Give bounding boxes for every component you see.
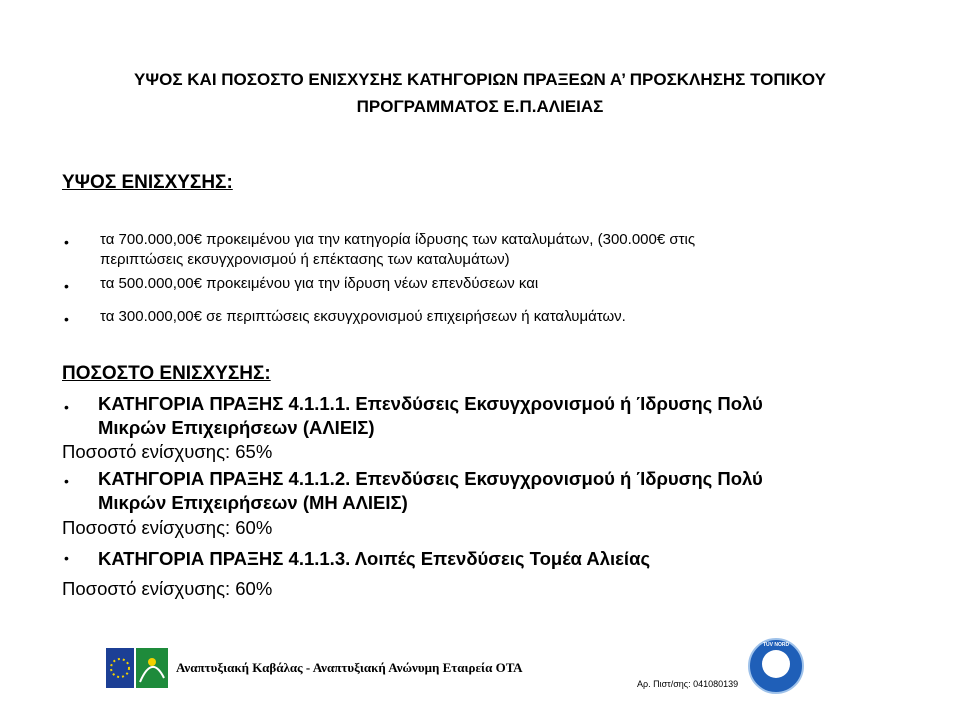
category-2-line-1: ΚΑΤΗΓΟΡΙΑ ΠΡΑΞΗΣ 4.1.1.2. Επενδύσεις Εκσυγχρονισμού ή Ίδρυσης Πολύ [98, 468, 763, 489]
category-1-rate: Ποσοστό ενίσχυσης: 65% [62, 441, 273, 462]
eu-leader-logo-icon [106, 648, 168, 688]
bullet-icon: • [64, 234, 69, 250]
category-1-line-2: Μικρών Επιχειρήσεων (ΑΛΙΕΙΣ) [98, 417, 375, 438]
title-line-2: ΠΡΟΓΡΑΜΜΑΤΟΣ Ε.Π.ΑΛΙΕΙΑΣ [356, 97, 604, 116]
bullet-icon: • [64, 311, 69, 327]
footer-company: Αναπτυξιακή Καβάλας - Αναπτυξιακή Ανώνυμη Εταιρεία ΟΤΑ [176, 660, 523, 675]
amount-item-3: τα 300.000,00€ σε περιπτώσεις εκσυγχρονισμού επιχειρήσεων ή καταλυμάτων. [100, 308, 626, 325]
bullet-icon: • [64, 550, 69, 566]
amount-heading: ΥΨΟΣ ΕΝΙΣΧΥΣΗΣ: [62, 172, 233, 193]
amount-item-2: τα 500.000,00€ προκειμένου για την ίδρυση νέων επενδύσεων και [100, 275, 539, 292]
tuv-logo-label: TÜV NORD [762, 642, 790, 648]
category-3-title: ΚΑΤΗΓΟΡΙΑ ΠΡΑΞΗΣ 4.1.1.3. Λοιπές Επενδύσεις Τομέα Αλιείας [98, 548, 651, 569]
category-2-rate: Ποσοστό ενίσχυσης: 60% [62, 517, 273, 538]
title-line-1: ΥΨΟΣ ΚΑΙ ΠΟΣΟΣΤΟ ΕΝΙΣΧΥΣΗΣ ΚΑΤΗΓΟΡΙΩΝ ΠΡΑΞΕΩΝ Α’ ΠΡΟΣΚΛΗΣΗΣ ΤΟΠΙΚΟΥ [134, 70, 826, 89]
category-1-line-1: ΚΑΤΗΓΟΡΙΑ ΠΡΑΞΗΣ 4.1.1.1. Επενδύσεις Εκσυγχρονισμού ή Ίδρυσης Πολύ [98, 393, 763, 414]
category-2-line-2: Μικρών Επιχειρήσεων (ΜΗ ΑΛΙΕΙΣ) [98, 492, 408, 513]
category-2-title [98, 467, 763, 515]
tuv-certification-logo-icon [748, 638, 804, 694]
page-title [60, 66, 900, 120]
category-3-rate: Ποσοστό ενίσχυσης: 60% [62, 578, 273, 599]
bullet-icon: • [64, 278, 69, 294]
certification-number: Αρ. Πιστ/σης: 041080139 [637, 679, 739, 689]
bullet-icon: • [64, 399, 69, 415]
amount-item-1-cont: περιπτώσεις εκσυγχρονισμού ή επέκτασης των καταλυμάτων) [100, 251, 510, 268]
rate-heading: ΠΟΣΟΣΤΟ ΕΝΙΣΧΥΣΗΣ: [62, 363, 271, 384]
bullet-icon: • [64, 473, 69, 489]
amount-item-1: τα 700.000,00€ προκειμένου για την κατηγορία ίδρυσης των καταλυμάτων, (300.000€ στις [100, 231, 696, 248]
category-1-title [98, 392, 763, 440]
